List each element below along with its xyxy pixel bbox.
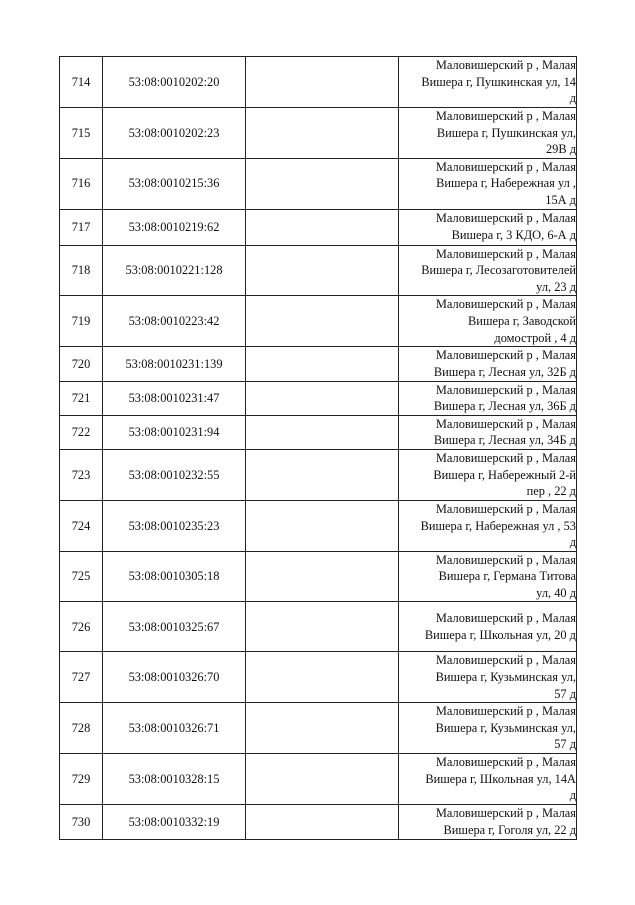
- address-cell-text: Маловишерский р , Малая Вишера г, Кузьминская ул, 57 д: [435, 653, 576, 701]
- row-number-text: 722: [71, 425, 91, 440]
- row-number: [60, 158, 103, 209]
- row-number-text: 717: [71, 219, 91, 234]
- cadastral-number-text: 53:08:0010235:23: [128, 518, 220, 533]
- row-number: [60, 804, 103, 839]
- owner-cell: [246, 754, 399, 805]
- owner-cell: [246, 500, 399, 551]
- owner-cell: [246, 57, 399, 108]
- owner-cell: [246, 209, 399, 245]
- table-row: [60, 449, 577, 500]
- table-row: [60, 652, 577, 703]
- cadastral-number: [103, 754, 246, 805]
- address-cell: [399, 158, 577, 209]
- table-row: [60, 551, 577, 602]
- row-number: [60, 652, 103, 703]
- cadastral-number-text: 53:08:0010215:36: [128, 176, 220, 191]
- cadastral-number: [103, 209, 246, 245]
- address-cell: [399, 703, 577, 754]
- row-number-text: 728: [71, 720, 91, 735]
- owner-cell: [246, 449, 399, 500]
- row-number-text: 730: [71, 814, 91, 829]
- address-cell-text: Маловишерский р , Малая Вишера г, Кузьминская ул, 57 д: [435, 704, 576, 752]
- table-row: [60, 754, 577, 805]
- address-cell-text: Маловишерский р , Малая Вишера г, Лесная ул, 36Б д: [433, 382, 576, 414]
- cadastral-number-text: 53:08:0010221:128: [125, 263, 223, 278]
- cadastral-number: [103, 296, 246, 347]
- row-number-text: 724: [71, 518, 91, 533]
- address-cell-text: Маловишерский р , Малая Вишера г, Набережная ул , 53 д: [420, 501, 576, 550]
- table-row: [60, 703, 577, 754]
- cadastral-number: [103, 347, 246, 381]
- row-number-text: 723: [71, 467, 91, 482]
- row-number: [60, 296, 103, 347]
- address-cell: [399, 381, 577, 415]
- cadastral-number: [103, 602, 246, 652]
- cadastral-number-text: 53:08:0010231:94: [128, 425, 220, 440]
- registry-table-body: [60, 57, 577, 840]
- address-cell: [399, 296, 577, 347]
- row-number: [60, 57, 103, 108]
- table-row: [60, 381, 577, 415]
- address-cell-text: Маловишерский р , Малая Вишера г, Гоголя ул, 22 д: [435, 806, 576, 837]
- owner-cell: [246, 108, 399, 159]
- address-cell: [399, 245, 577, 296]
- cadastral-number-text: 53:08:0010202:23: [128, 125, 220, 140]
- row-number: [60, 551, 103, 602]
- row-number-text: 718: [71, 263, 91, 278]
- address-cell-text: Маловишерский р , Малая Вишера г, Пушкинская ул, 29В д: [435, 109, 576, 157]
- row-number-text: 721: [71, 390, 91, 405]
- owner-cell: [246, 551, 399, 602]
- cadastral-number: [103, 652, 246, 703]
- row-number: [60, 381, 103, 415]
- cadastral-number: [103, 245, 246, 296]
- address-cell-text: Маловишерский р , Малая Вишера г, Пушкинская ул, 14 д: [421, 58, 576, 106]
- cadastral-number-text: 53:08:0010325:67: [128, 619, 220, 634]
- row-number-text: 727: [71, 670, 91, 685]
- table-row: [60, 296, 577, 347]
- cadastral-number-text: 53:08:0010223:42: [128, 314, 220, 329]
- cadastral-number-text: 53:08:0010202:20: [128, 74, 220, 89]
- cadastral-number: [103, 703, 246, 754]
- row-number: [60, 245, 103, 296]
- table-row: [60, 245, 577, 296]
- cadastral-number: [103, 381, 246, 415]
- row-number-text: 715: [71, 125, 91, 140]
- row-number-text: 719: [71, 314, 91, 329]
- table-row: [60, 602, 577, 652]
- address-cell-text: Маловишерский р , Малая Вишера г, Школьная ул, 14А д: [425, 755, 576, 803]
- cadastral-number: [103, 158, 246, 209]
- row-number-text: 716: [71, 176, 91, 191]
- owner-cell: [246, 703, 399, 754]
- cadastral-number: [103, 57, 246, 108]
- cadastral-number: [103, 108, 246, 159]
- table-row: [60, 500, 577, 551]
- address-cell-text: Маловишерский р , Малая Вишера г, Набережный 2-й пер , 22 д: [433, 451, 576, 499]
- cadastral-number-text: 53:08:0010232:55: [128, 467, 220, 482]
- address-cell-text: Маловишерский р , Малая Вишера г, Школьная ул, 20 д: [424, 611, 576, 642]
- address-cell: [399, 804, 577, 839]
- owner-cell: [246, 158, 399, 209]
- address-cell-text: Маловишерский р , Малая Вишера г, Лесная ул, 32Б д: [433, 348, 576, 379]
- address-cell: [399, 415, 577, 449]
- owner-cell: [246, 381, 399, 415]
- owner-cell: [246, 652, 399, 703]
- row-number: [60, 347, 103, 381]
- address-cell-text: Маловишерский р , Малая Вишера г, Набережная ул , 15А д: [435, 159, 576, 207]
- address-cell-text: Маловишерский р , Малая Вишера г, Германа Титова ул, 40 д: [435, 552, 576, 600]
- row-number: [60, 415, 103, 449]
- cadastral-number: [103, 500, 246, 551]
- row-number-text: 725: [71, 569, 91, 584]
- address-cell-text: Маловишерский р , Малая Вишера г, Лесозаготовителей ул, 23 д: [421, 246, 576, 294]
- address-cell: [399, 449, 577, 500]
- address-cell: [399, 754, 577, 805]
- cadastral-number-text: 53:08:0010326:70: [128, 670, 220, 685]
- cadastral-number: [103, 551, 246, 602]
- table-row: [60, 108, 577, 159]
- table-row: [60, 209, 577, 245]
- address-cell-text: Маловишерский р , Малая Вишера г, Заводской домострой , 4 д: [435, 297, 576, 345]
- cadastral-number-text: 53:08:0010231:47: [128, 390, 220, 405]
- cadastral-number: [103, 804, 246, 839]
- row-number: [60, 754, 103, 805]
- row-number: [60, 500, 103, 551]
- address-cell: [399, 500, 577, 551]
- owner-cell: [246, 415, 399, 449]
- cadastral-number-text: 53:08:0010328:15: [128, 771, 220, 786]
- address-cell-text: Маловишерский р , Малая Вишера г, Лесная ул, 34Б д: [433, 416, 576, 448]
- address-cell: [399, 57, 577, 108]
- cadastral-number: [103, 449, 246, 500]
- owner-cell: [246, 245, 399, 296]
- address-cell: [399, 602, 577, 652]
- row-number: [60, 449, 103, 500]
- row-number: [60, 209, 103, 245]
- registry-table: [59, 56, 577, 840]
- owner-cell: [246, 804, 399, 839]
- owner-cell: [246, 347, 399, 381]
- row-number: [60, 602, 103, 652]
- row-number-text: 720: [71, 356, 91, 371]
- row-number-text: 714: [71, 74, 91, 89]
- cadastral-number-text: 53:08:0010332:19: [128, 814, 220, 829]
- table-row: [60, 804, 577, 839]
- address-cell: [399, 551, 577, 602]
- cadastral-number-text: 53:08:0010219:62: [128, 219, 220, 234]
- table-row: [60, 57, 577, 108]
- owner-cell: [246, 296, 399, 347]
- cadastral-number-text: 53:08:0010305:18: [128, 569, 220, 584]
- address-cell: [399, 108, 577, 159]
- address-cell: [399, 652, 577, 703]
- address-cell: [399, 347, 577, 381]
- table-row: [60, 158, 577, 209]
- row-number-text: 729: [71, 771, 91, 786]
- cadastral-number-text: 53:08:0010326:71: [128, 720, 220, 735]
- table-row: [60, 415, 577, 449]
- table-row: [60, 347, 577, 381]
- cadastral-number: [103, 415, 246, 449]
- cadastral-number-text: 53:08:0010231:139: [125, 356, 223, 371]
- address-cell-text: Маловишерский р , Малая Вишера г, 3 КДО, 6-А д: [435, 211, 576, 243]
- owner-cell: [246, 602, 399, 652]
- address-cell: [399, 209, 577, 245]
- row-number: [60, 108, 103, 159]
- row-number: [60, 703, 103, 754]
- row-number-text: 726: [71, 619, 91, 634]
